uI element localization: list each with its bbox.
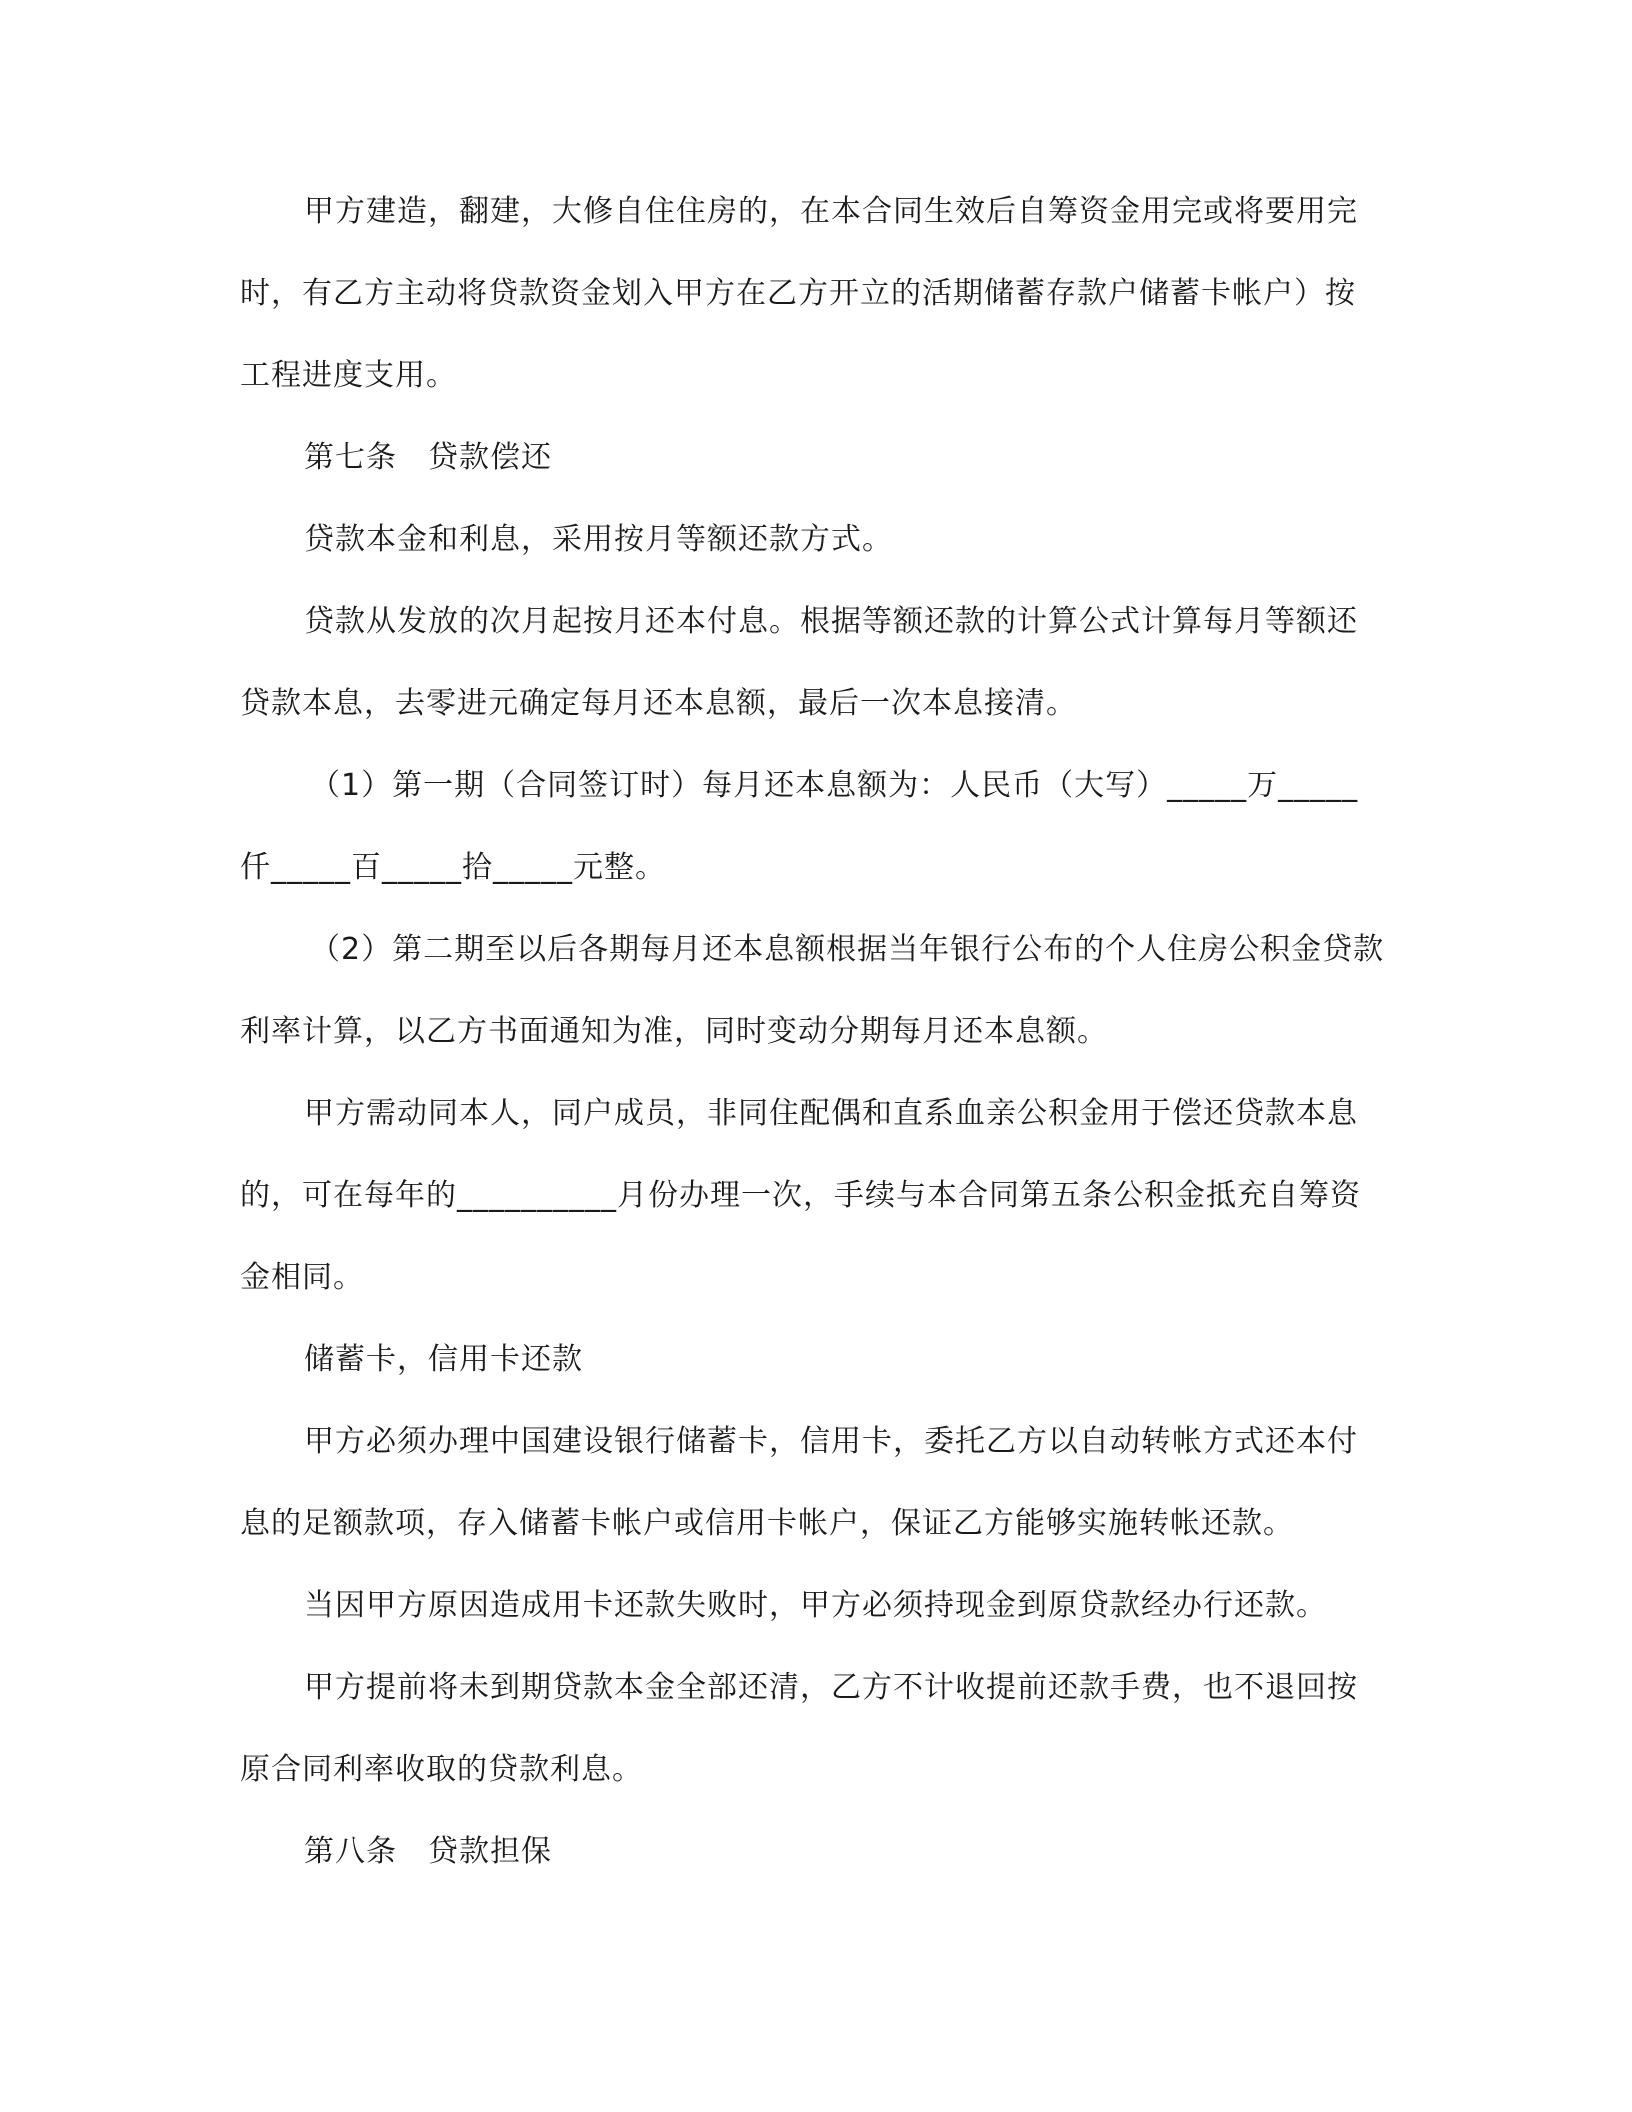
paragraph-line: 甲方需动同本人，同户成员，非同住配偶和直系血亲公积金用于偿还贷款本息: [304, 1096, 1358, 1131]
paragraph-line: （2）第二期至以后各期每月还本息额根据当年银行公布的个人住房公积金贷款: [310, 932, 1385, 967]
section-heading: 第七条 贷款偿还: [304, 440, 552, 475]
paragraph-line: （1）第一期（合同签订时）每月还本息额为：人民币（大写）_____万_____: [310, 768, 1359, 803]
paragraph-line: 原合同利率收取的贷款利息。: [240, 1752, 643, 1787]
paragraph-line: 贷款从发放的次月起按月还本付息。根据等额还款的计算公式计算每月等额还: [304, 604, 1358, 639]
paragraph-line: 贷款本金和利息，采用按月等额还款方式。: [304, 522, 893, 557]
paragraph-line: 的，可在每年的__________月份办理一次，手续与本合同第五条公积金抵充自筹资: [240, 1178, 1361, 1213]
paragraph-line: 仟_____百_____拾_____元整。: [240, 850, 666, 885]
paragraph-line: 甲方建造，翻建，大修自住住房的，在本合同生效后自筹资金用完或将要用完: [304, 194, 1358, 229]
paragraph-line: 息的足额款项，存入储蓄卡帐户或信用卡帐户，保证乙方能够实施转帐还款。: [240, 1506, 1294, 1541]
section-heading: 第八条 贷款担保: [304, 1834, 552, 1869]
paragraph-line: 利率计算，以乙方书面通知为准，同时变动分期每月还本息额。: [240, 1014, 1108, 1049]
section-subheading: 储蓄卡，信用卡还款: [304, 1342, 583, 1377]
paragraph-line: 时，有乙方主动将贷款资金划入甲方在乙方开立的活期储蓄存款户储蓄卡帐户）按: [240, 276, 1356, 311]
paragraph-line: 贷款本息，去零进元确定每月还本息额，最后一次本息接清。: [240, 686, 1077, 721]
paragraph-line: 当因甲方原因造成用卡还款失败时，甲方必须持现金到原贷款经办行还款。: [304, 1588, 1327, 1623]
paragraph-line: 金相同。: [240, 1260, 364, 1295]
paragraph-line: 工程进度支用。: [240, 358, 457, 393]
paragraph-line: 甲方必须办理中国建设银行储蓄卡，信用卡，委托乙方以自动转帐方式还本付: [304, 1424, 1358, 1459]
paragraph-line: 甲方提前将未到期贷款本金全部还清，乙方不计收提前还款手费，也不退回按: [304, 1670, 1358, 1705]
